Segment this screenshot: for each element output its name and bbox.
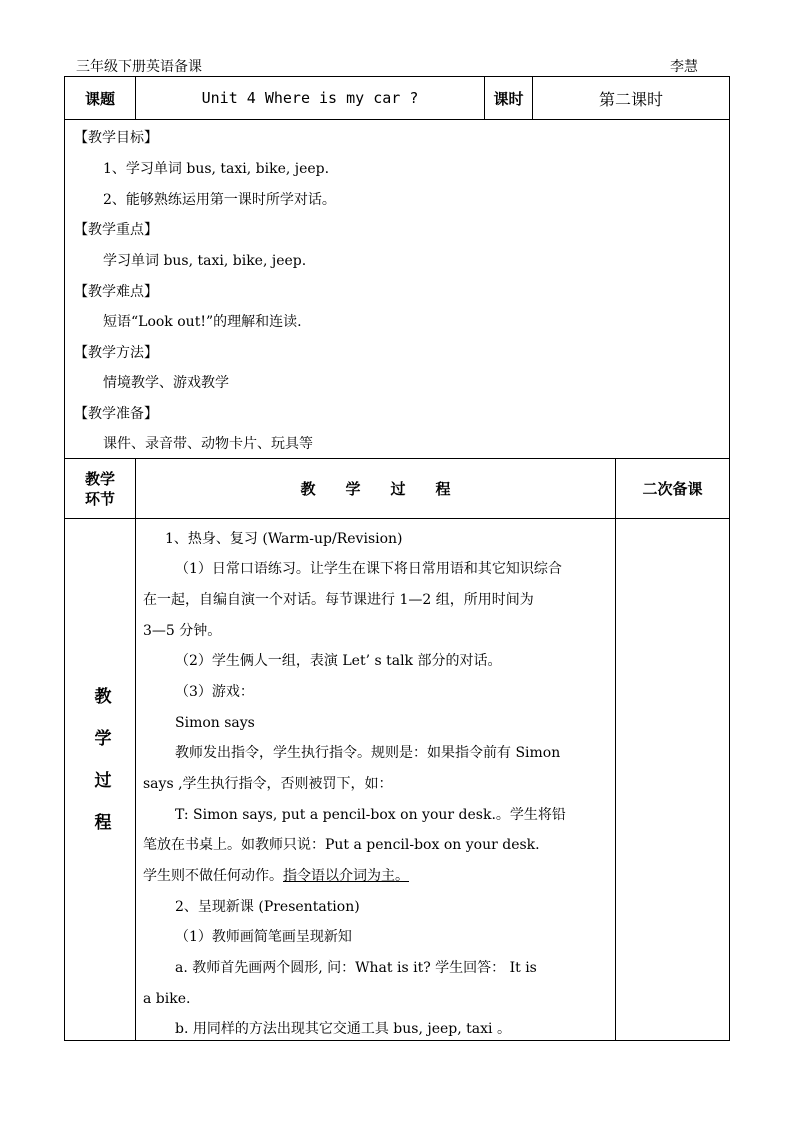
stage-char: 程 (94, 813, 112, 833)
process-line: a bike. (143, 991, 191, 1007)
key-points-heading: 【教学重点】 (74, 222, 158, 238)
table-divider (135, 458, 136, 1040)
document-header-title: 三年级下册英语备课 (76, 59, 202, 75)
objective-item: 2、能够熟练运用第一课时所学对话。 (103, 192, 336, 208)
process-line-with-note (143, 867, 409, 885)
process-line: 3—5 分钟。 (143, 623, 222, 639)
process-line: 2、呈现新课 (Presentation) (175, 899, 360, 915)
key-points-text: 学习单词 bus, taxi, bike, jeep. (103, 253, 307, 269)
table-border-left (64, 76, 65, 1041)
topic-value: Unit 4 Where is my car ? (201, 89, 419, 107)
process-line: （2）学生俩人一组，表演 Let’ s talk 部分的对话。 (175, 653, 502, 669)
stage-vertical-label (72, 676, 134, 844)
objective-item: 1、学习单词 bus, taxi, bike, jeep. (103, 161, 330, 177)
process-line: （3）游戏： (175, 684, 254, 700)
stage-header (65, 459, 135, 518)
period-value: 第二课时 (598, 89, 663, 109)
process-line: Simon says (175, 715, 255, 731)
table-border-bottom (64, 1040, 730, 1041)
process-line: b. 用同样的方法出现其它交通工具 bus, jeep, taxi 。 (175, 1021, 511, 1037)
stage-header-line: 教学 (84, 469, 115, 488)
process-line: says ,学生执行指令，否则被罚下，如： (143, 776, 393, 792)
document-header-author: 李慧 (670, 59, 698, 75)
process-line: T: Simon says, put a pencil-box on your desk.。学生将铅 (175, 807, 566, 823)
objectives-heading: 【教学目标】 (74, 130, 158, 146)
stage-header-line: 环节 (84, 489, 115, 508)
difficulties-text: 短语“Look out!”的理解和连读. (103, 314, 302, 330)
process-line: （1）日常口语练习。让学生在课下将日常用语和其它知识综合 (175, 561, 562, 577)
process-line: a. 教师首先画两个圆形, 问：What is it? 学生回答： It is (175, 960, 537, 976)
table-divider (615, 458, 616, 1040)
second-prep-header: 二次备课 (642, 480, 703, 498)
process-line: （1）教师画简笔画呈现新知 (175, 929, 352, 945)
table-divider (64, 518, 730, 519)
period-label: 课时 (493, 89, 524, 108)
table-border-right (729, 76, 730, 1041)
process-line: 教师发出指令，学生执行指令。规则是：如果指令前有 Simon (175, 745, 561, 761)
process-text: 学生则不做任何动作。 (143, 868, 283, 884)
stage-char: 学 (94, 729, 112, 749)
table-divider (64, 119, 730, 120)
underlined-note: 指令语以介词为主。 (283, 868, 409, 884)
process-header: 教 学 过 程 (300, 480, 451, 498)
process-line: 1、热身、复习 (Warm-up/Revision) (165, 531, 403, 547)
process-line: 在一起，自编自演一个对话。每节课进行 1—2 组，所用时间为 (143, 592, 534, 608)
process-line: 笔放在书桌上。如教师只说：Put a pencil-box on your desk. (143, 837, 540, 853)
preparation-text: 课件、录音带、动物卡片、玩具等 (103, 436, 313, 452)
stage-char: 过 (94, 771, 112, 791)
difficulties-heading: 【教学难点】 (74, 284, 158, 300)
stage-char: 教 (94, 687, 112, 707)
topic-label: 课题 (84, 89, 115, 108)
preparation-heading: 【教学准备】 (74, 406, 158, 422)
methods-text: 情境教学、游戏教学 (103, 375, 229, 391)
methods-heading: 【教学方法】 (74, 345, 158, 361)
